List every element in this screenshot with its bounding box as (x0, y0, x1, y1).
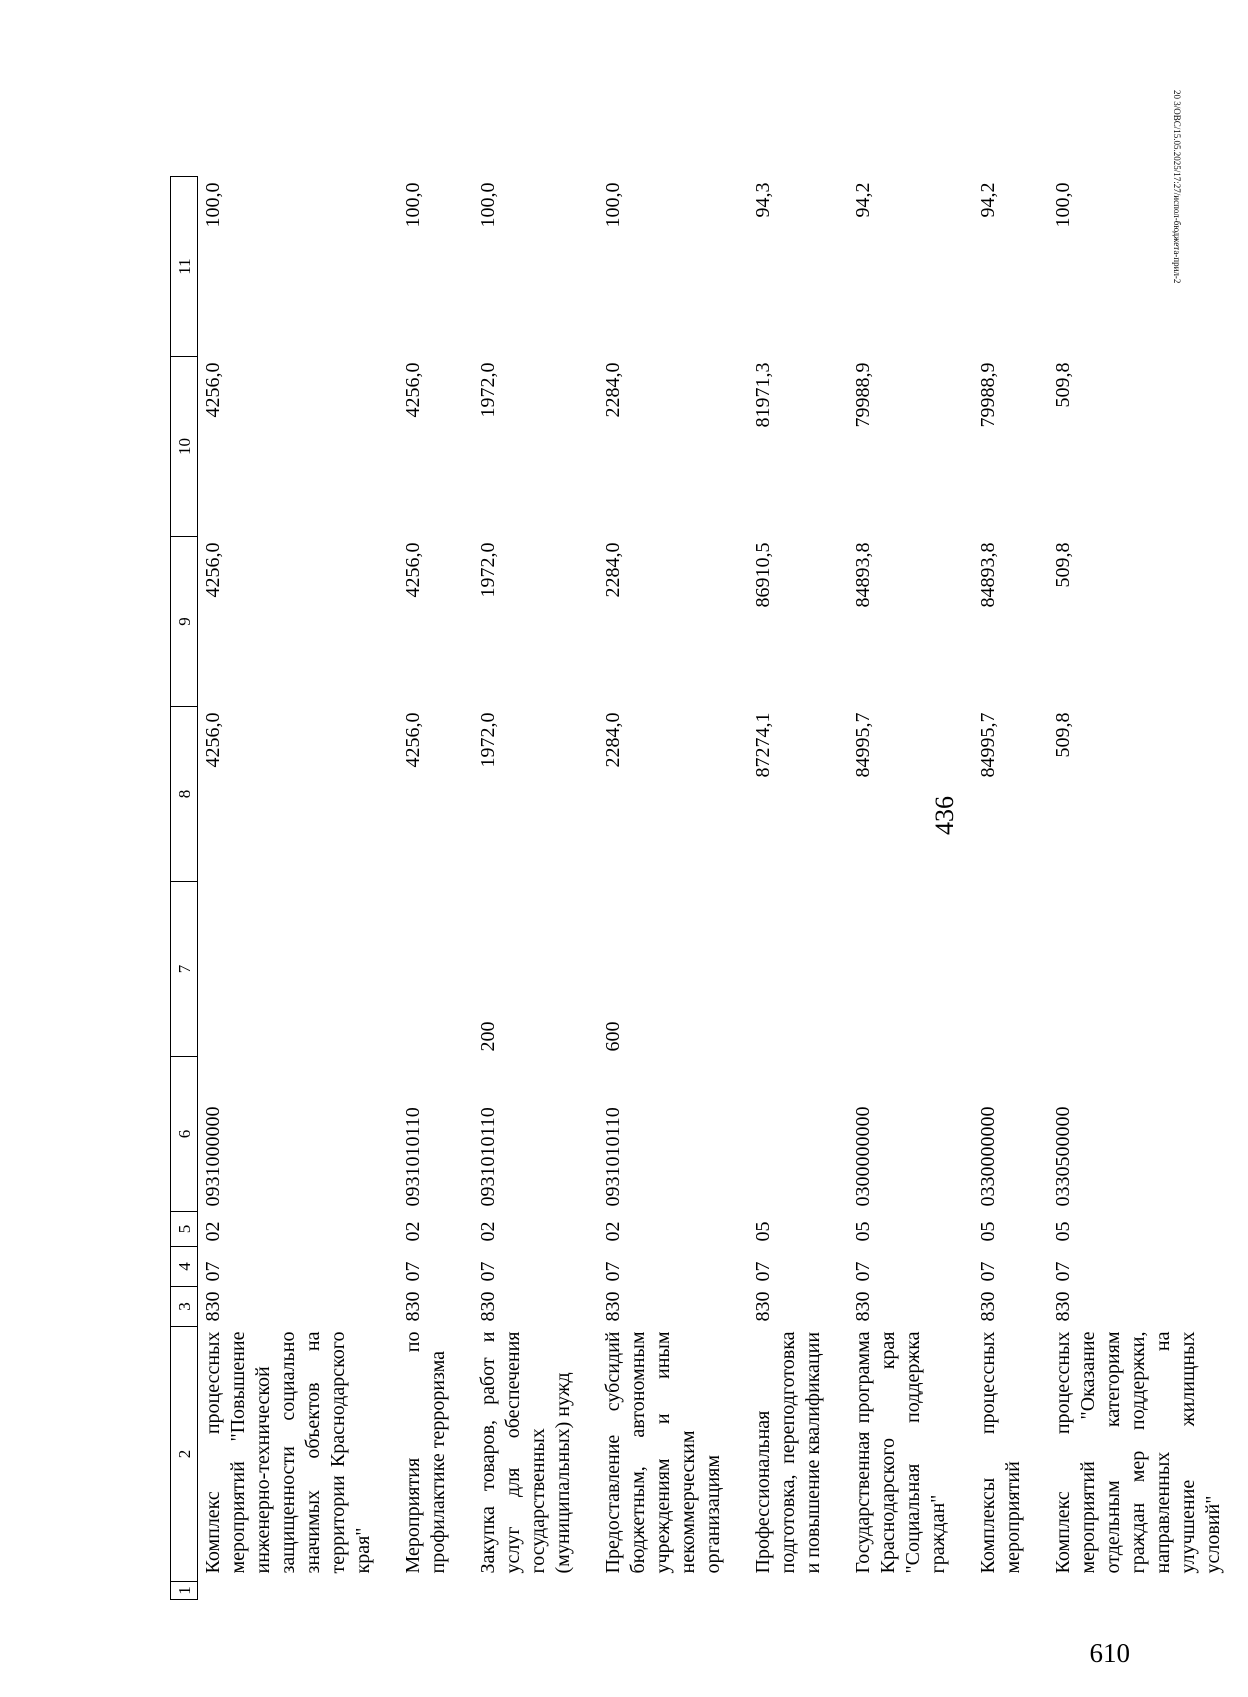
row-name: Предоставление субсидий бюджетным, автономным учреждениям и иным некоммерческим организациям (602, 1331, 724, 1574)
sheet-number: 436 (930, 796, 959, 835)
table-row (848, 177, 973, 1600)
cell-c3: 830 (202, 1291, 224, 1322)
row-name: Комплексы процессных мероприятий (977, 1331, 1024, 1574)
cell-c11: 94,3 (752, 182, 774, 218)
cell-c6: 0330500000 (1052, 1106, 1074, 1207)
cell-c11: 100,0 (202, 182, 224, 228)
cell-c7 (198, 882, 399, 1057)
cell-c10: 81971,3 (752, 362, 774, 428)
table-row (473, 177, 598, 1600)
cell-c9: 2284,0 (602, 542, 624, 598)
column-header: 4 (171, 1247, 198, 1287)
cell-c5: 05 (1052, 1221, 1074, 1242)
cell-c8: 84995,7 (852, 712, 874, 778)
column-header: 2 (171, 1327, 198, 1582)
column-header: 1 (171, 1582, 198, 1600)
cell-c7: 600 (602, 1021, 624, 1052)
cell-c10: 4256,0 (202, 362, 224, 418)
cell-c11: 94,2 (977, 182, 999, 218)
cell-c4: 07 (1052, 1261, 1074, 1282)
cell-c10: 79988,9 (852, 362, 874, 428)
cell-c9: 86910,5 (752, 542, 774, 608)
cell-c3: 830 (602, 1291, 624, 1322)
table-header (171, 177, 198, 1600)
cell-c8: 4256,0 (202, 712, 224, 768)
cell-c8: 4256,0 (402, 712, 424, 768)
cell-c9: 509,8 (1052, 542, 1074, 588)
cell-c7 (1048, 882, 1248, 1057)
cell-c6 (748, 1057, 848, 1212)
cell-c5: 02 (602, 1221, 624, 1242)
cell-c4: 07 (602, 1261, 624, 1282)
cell-c10: 1972,0 (477, 362, 499, 418)
table-row (973, 177, 1048, 1600)
column-header: 9 (171, 537, 198, 707)
cell-c6: 0300000000 (852, 1106, 874, 1207)
table-body (198, 177, 1248, 1600)
column-header: 8 (171, 707, 198, 882)
cell-c11: 100,0 (477, 182, 499, 228)
cell-c4: 07 (477, 1261, 499, 1282)
cell-c10: 79988,9 (977, 362, 999, 428)
table-row (598, 177, 748, 1600)
row-name: Комплекс процессных мероприятий "Повышение инженерно-технической защищенности социально значимых объектов на территории Краснодарского края" (202, 1331, 374, 1574)
cell-c3: 830 (402, 1291, 424, 1322)
cell-c5: 02 (202, 1221, 224, 1242)
cell-c8: 509,8 (1052, 712, 1074, 758)
cell-c9: 84893,8 (977, 542, 999, 608)
cell-c5: 05 (752, 1221, 774, 1242)
cell-c5: 02 (477, 1221, 499, 1242)
row-name: Мероприятия по профилактике терроризма (402, 1331, 449, 1574)
row-name: Профессиональная подготовка, переподготовка и повышение квалификации (752, 1331, 824, 1574)
footer-code: 20 3/OBC/15.05.2025/17:27/испол-бюджета-прил-2 (1172, 90, 1182, 284)
cell-c11: 94,2 (852, 182, 874, 218)
cell-c3: 830 (752, 1291, 774, 1322)
cell-c7 (748, 882, 848, 1057)
cell-c3: 830 (1052, 1291, 1074, 1322)
column-header: 5 (171, 1212, 198, 1247)
cell-c8: 1972,0 (477, 712, 499, 768)
cell-c6: 0330000000 (977, 1106, 999, 1207)
cell-c4: 07 (202, 1261, 224, 1282)
column-header: 10 (171, 357, 198, 537)
column-header: 7 (171, 882, 198, 1057)
cell-c5: 05 (977, 1221, 999, 1242)
column-header: 11 (171, 177, 198, 357)
cell-c7 (973, 882, 1048, 1057)
row-name: Государственная программа Краснодарского края "Социальная поддержка граждан" (852, 1331, 949, 1574)
row-name: Комплекс процессных мероприятий "Оказание отдельным категориям граждан мер поддержки, направленных на улучшение жилищных условий" (1052, 1331, 1224, 1574)
cell-c3: 830 (852, 1291, 874, 1322)
cell-c11: 100,0 (1052, 182, 1074, 228)
cell-c4: 07 (852, 1261, 874, 1282)
cell-c10: 2284,0 (602, 362, 624, 418)
table-row (198, 177, 399, 1600)
table-row (1048, 177, 1248, 1600)
cell-c10: 509,8 (1052, 362, 1074, 408)
cell-c9: 4256,0 (202, 542, 224, 598)
cell-c8: 87274,1 (752, 712, 774, 778)
cell-c9: 84893,8 (852, 542, 874, 608)
cell-c3: 830 (977, 1291, 999, 1322)
cell-c4: 07 (977, 1261, 999, 1282)
cell-c11: 100,0 (402, 182, 424, 228)
cell-c6: 0931000000 (202, 1106, 224, 1207)
cell-c5: 05 (852, 1221, 874, 1242)
table-row (398, 177, 473, 1600)
cell-c3: 830 (477, 1291, 499, 1322)
cell-c9: 1972,0 (477, 542, 499, 598)
cell-c8: 84995,7 (977, 712, 999, 778)
cell-c11: 100,0 (602, 182, 624, 228)
row-name: Закупка товаров, работ и услуг для обеспечения государственных (муниципальных) нужд (477, 1331, 574, 1574)
cell-c8: 2284,0 (602, 712, 624, 768)
cell-c10: 4256,0 (402, 362, 424, 418)
cell-c7: 200 (477, 1021, 499, 1052)
cell-c4: 07 (752, 1261, 774, 1282)
cell-c6: 0931010110 (477, 1107, 499, 1207)
page-number: 610 (1089, 1638, 1130, 1668)
cell-c6: 0931010110 (402, 1107, 424, 1207)
cell-c9: 4256,0 (402, 542, 424, 598)
cell-c4: 07 (402, 1261, 424, 1282)
column-header: 6 (171, 1057, 198, 1212)
table-row (748, 177, 848, 1600)
cell-c6: 0931010110 (602, 1107, 624, 1207)
cell-c7 (398, 882, 473, 1057)
cell-c5: 02 (402, 1221, 424, 1242)
column-header: 3 (171, 1287, 198, 1327)
budget-table (170, 176, 1248, 1600)
cell-c7 (848, 882, 973, 1057)
